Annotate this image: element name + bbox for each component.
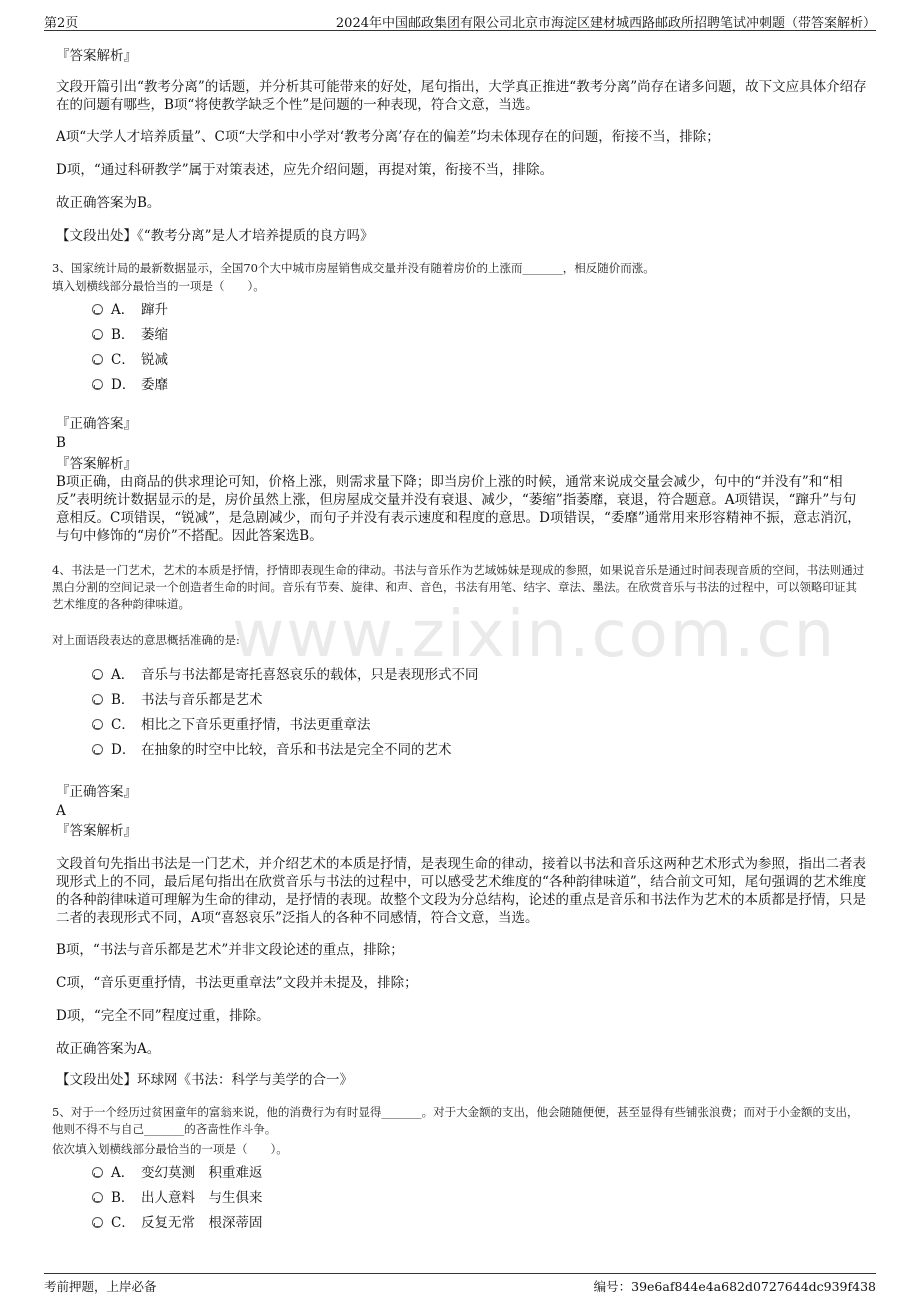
radio-icon[interactable] xyxy=(92,304,103,315)
analysis-paragraph: 文段首句先指出书法是一门艺术，并介绍艺术的本质是抒情，是表现生命的律动，接着以书法和音乐这两种艺术形式为参照，指出二者表现形式上的不同，最后尾句指出在欣赏音乐与书法的过程中，可以感受艺术维度的“各种韵律味道”，结合前文可知，尾句强调的艺术维度的各种韵律味道可理解为生命的律动，是抒情的表现。故整个文段为分总结构，论述的重点是音乐和书法作为艺术的本质都是抒情，只是二者的表现形式不同，A项“喜怒哀乐”泛指人的各种不同感情，符合文意，当选。 xyxy=(56,856,867,926)
option-c[interactable]: C． 锐减 xyxy=(92,350,168,370)
analysis-paragraph: 文段开篇引出“教考分离”的话题，并分析其可能带来的好处，尾句指出，大学真正推进“教考分离”尚存在诸多问题，故下文应具体介绍存在的问题有哪些，B项“将使教学缺乏个性”是问题的一种表现，符合文意，当选。 xyxy=(56,79,867,113)
analysis-paragraph: C项，“音乐更重抒情，书法更重章法”文段并未提及，排除； xyxy=(56,975,418,991)
analysis-paragraph: B项正确，由商品的供求理论可知，价格上涨，则需求量下降；即当房价上涨的时候，通常来说成交量会减少，句中的“并没有”和“相反”表明统计数据显示的是，房价虽然上涨，但房屋成交量并没有衰退、减少，“萎缩”指萎靡，衰退，符合题意。A项错误，“蹿升”与句意相反。C项错误，“锐减”，是急剧减少，而句子并没有表示速度和程度的意思。D项错误，“委靡”通常用来形容精神不振，意志消沉，与句中修饰的“房价”不搭配。因此答案选B。 xyxy=(56,474,861,544)
source: 【文段出处】《“教考分离”是人才培养提质的良方吗》 xyxy=(56,228,374,244)
radio-icon[interactable] xyxy=(92,1217,103,1228)
document-id: 编号：39e6af844e4a682d0727644dc939f438 xyxy=(593,1279,876,1294)
option-b[interactable]: B． 书法与音乐都是艺术 xyxy=(92,690,263,710)
radio-icon[interactable] xyxy=(92,329,103,340)
analysis-paragraph: A项“大学人才培养质量”、C项“大学和中小学对‘教考分离’存在的偏差”均未体现存在的问题，衔接不当，排除； xyxy=(56,129,720,145)
radio-icon[interactable] xyxy=(92,669,103,680)
page-number: 第2页 xyxy=(44,16,79,31)
question-instruction: 对上面语段表达的意思概括准确的是: xyxy=(52,633,240,647)
question-stem: 3、国家统计局的最新数据显示，全国70个大中城市房屋销售成交量并没有随着房价的上涨而_______，相反随价而涨。 xyxy=(52,261,655,275)
radio-icon[interactable] xyxy=(92,744,103,755)
correct-answer: A xyxy=(56,803,66,819)
analysis-paragraph: B项，“书法与音乐都是艺术”并非文段论述的重点，排除； xyxy=(56,942,404,958)
option-d[interactable]: D． 在抽象的时空中比较，音乐和书法是完全不同的艺术 xyxy=(92,740,452,760)
analysis-label: 『答案解析』 xyxy=(56,823,137,839)
correct-answer: B xyxy=(56,435,66,451)
analysis-paragraph: D项，“完全不同”程度过重，排除。 xyxy=(56,1008,270,1024)
question-stem: 5、对于一个经历过贫困童年的富翁来说，他的消费行为有时显得_______。对于大金额的支出，他会随随便便，甚至显得有些铺张浪费；而对于小金额的支出，他则不得不与自己_______的吝啬性作斗争。 xyxy=(52,1105,859,1136)
analysis-label: 『答案解析』 xyxy=(56,48,137,64)
question-instruction: 依次填入划横线部分最恰当的一项是（ ）。 xyxy=(52,1142,288,1156)
option-b[interactable]: B． 萎缩 xyxy=(92,325,168,345)
source: 【文段出处】环球网《书法：科学与美学的合一》 xyxy=(56,1072,353,1088)
radio-icon[interactable] xyxy=(92,1167,103,1178)
option-a[interactable]: A． 蹿升 xyxy=(92,300,168,320)
radio-icon[interactable] xyxy=(92,379,103,390)
page-header xyxy=(44,8,876,31)
option-d[interactable]: D． 委靡 xyxy=(92,375,168,395)
option-b[interactable]: B． 出人意料 与生俱来 xyxy=(92,1188,263,1208)
conclusion: 故正确答案为B。 xyxy=(56,195,161,211)
radio-icon[interactable] xyxy=(92,694,103,705)
analysis-label: 『答案解析』 xyxy=(56,456,137,472)
conclusion: 故正确答案为A。 xyxy=(56,1041,161,1057)
watermark: www.zixin.com.cn xyxy=(232,598,837,672)
radio-icon[interactable] xyxy=(92,1192,103,1203)
option-c[interactable]: C． 反复无常 根深蒂固 xyxy=(92,1213,263,1233)
page-footer xyxy=(44,1273,876,1294)
correct-answer-label: 『正确答案』 xyxy=(56,416,137,432)
question-stem: 4、书法是一门艺术，艺术的本质是抒情，抒情即表现生命的律动。书法与音乐作为艺域姊妹是现成的参照，如果说音乐是通过时间表现音质的空间，书法则通过黑白分割的空间记录一个创造者生命的时间。音乐有节奏、旋律、和声、音色，书法有用笔、结字、章法、墨法。在欣赏音乐与书法的过程中，可以领略印证其艺术维度的各种韵律味道。 xyxy=(52,563,865,611)
option-a[interactable]: A． 变幻莫测 积重难返 xyxy=(92,1163,263,1183)
radio-icon[interactable] xyxy=(92,719,103,730)
footer-slogan: 考前押题，上岸必备 xyxy=(44,1279,157,1294)
analysis-paragraph: D项，“通过科研教学”属于对策表述，应先介绍问题，再提对策，衔接不当，排除。 xyxy=(56,162,554,178)
correct-answer-label: 『正确答案』 xyxy=(56,784,137,800)
question-instruction: 填入划横线部分最恰当的一项是（ ）。 xyxy=(52,279,265,293)
option-a[interactable]: A． 音乐与书法都是寄托喜怒哀乐的载体，只是表现形式不同 xyxy=(92,665,479,685)
option-c[interactable]: C． 相比之下音乐更重抒情，书法更重章法 xyxy=(92,715,371,735)
document-title: 2024年中国邮政集团有限公司北京市海淀区建材城西路邮政所招聘笔试冲刺题（带答案解析） xyxy=(335,16,876,31)
radio-icon[interactable] xyxy=(92,354,103,365)
